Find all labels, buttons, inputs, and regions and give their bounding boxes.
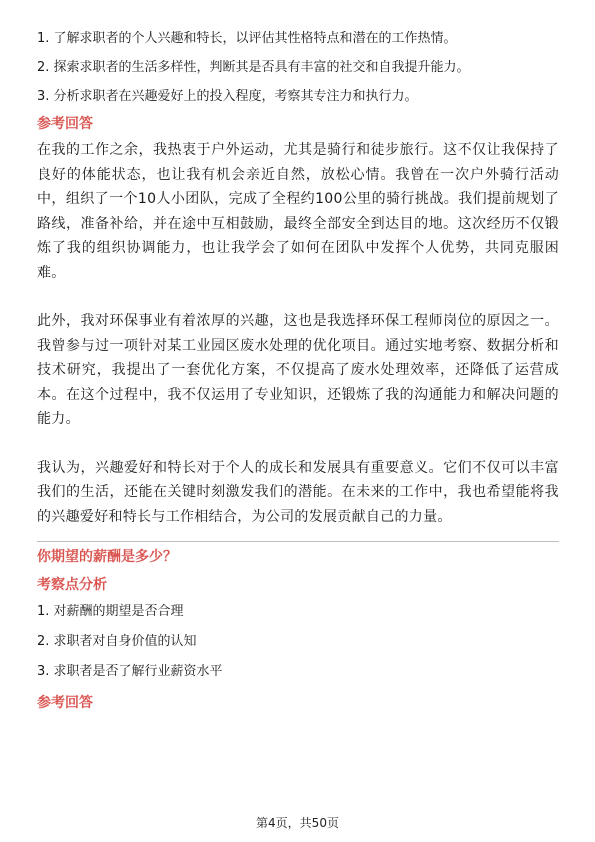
answer-paragraph: 此外，我对环保事业有着浓厚的兴趣，这也是我选择环保工程师岗位的原因之一。我曾参与过一项针对某工业园区废水处理的优化项目。通过实地考察、数据分析和技术研究，我提出了一套优化方案，不仅提高了废水处理效率，还降低了运营成本。在这个过程中，我不仅运用了专业知识，还锻炼了我的沟通能力和解决问题的能力。	[37, 313, 559, 427]
list-item: 3. 求职者是否了解行业薪资水平	[37, 664, 223, 679]
answer-paragraph: 我认为，兴趣爱好和特长对于个人的成长和发展具有重要意义。它们不仅可以丰富我们的生活，还能在关键时刻激发我们的潜能。在未来的工作中，我也希望能将我的兴趣爱好和特长与工作相结合，为公司的发展贡献自己的力量。	[37, 459, 559, 525]
document-page	[37, 30, 559, 712]
page-number: 第4页，共50页	[256, 816, 339, 830]
section-divider	[37, 541, 559, 542]
list-item: 1. 对薪酬的期望是否合理	[37, 604, 184, 619]
list-item: 1. 了解求职者的个人兴趣和特长，以评估其性格特点和潜在的工作热情。	[37, 31, 457, 46]
list-item: 2. 求职者对自身价值的认知	[37, 634, 197, 649]
list-item: 2. 探索求职者的生活多样性，判断其是否具有丰富的社交和自我提升能力。	[37, 60, 470, 75]
reference-answer-heading: 参考回答	[37, 695, 93, 711]
reference-answer-heading: 参考回答	[37, 116, 93, 132]
question-title: 你期望的薪酬是多少？	[37, 549, 177, 565]
analysis-heading: 考察点分析	[37, 577, 107, 593]
answer-paragraph: 在我的工作之余，我热衷于户外运动，尤其是骑行和徒步旅行。这不仅让我保持了良好的体能状态，也让我有机会亲近自然，放松心情。我曾在一次户外骑行活动中，组织了一个10人小团队，完成了全程约100公里的骑行挑战。我们提前规划了路线，准备补给，并在途中互相鼓励，最终全部安全到达目的地。这次经历不仅锻炼了我的组织协调能力，也让我学会了如何在团队中发挥个人优势，共同克服困难。	[37, 142, 559, 281]
list-item: 3. 分析求职者在兴趣爱好上的投入程度，考察其专注力和执行力。	[37, 89, 418, 104]
